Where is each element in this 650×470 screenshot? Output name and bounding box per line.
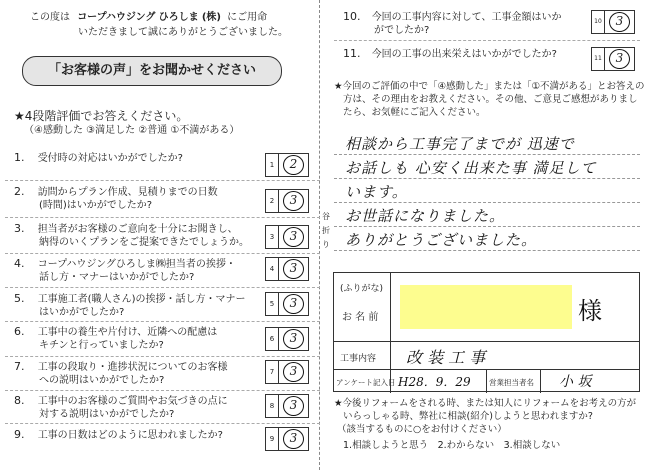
fold-mark: 谷 折 り: [322, 212, 330, 249]
answer-circle-8: 3: [283, 396, 304, 416]
date-value: H28．9．29: [398, 375, 471, 389]
name-label: お 名 前: [342, 312, 379, 323]
answer-box-11: 11 3: [591, 47, 635, 71]
answer-circle-3: 3: [283, 227, 304, 247]
header-line-2: いただきまして誠にありがとうございました。: [78, 27, 288, 38]
work-value: 改 装 工 事: [406, 348, 486, 367]
question-5: 5. 工事施工者(職人さん)の挨拶・話し方・マナー はいかがでしたか?: [14, 292, 246, 318]
answer-box-9: 9 3: [265, 427, 309, 451]
instructions-scale: （④感動した ③満足した ②普通 ①不満がある）: [24, 125, 240, 136]
answer-circle-10: 3: [609, 12, 630, 32]
answer-box-8: 8 3: [265, 394, 309, 418]
voice-banner: 「お客様の声」をお聞かせください: [22, 56, 282, 86]
future-question: ★今後リフォームをされる時、または知人にリフォームをお考えの方が いらっしゃる時、弊社に相談(紹介)しようと思われますか? （該当するものに○をお付けください） 1.相談しようと思う 2.わからない 3.相談しない: [334, 398, 637, 451]
customer-form: [333, 272, 640, 392]
answer-box-6: 6 3: [265, 327, 309, 351]
question-3: 3. 担当者がお客様のご意向を十分にお聞きし、 納得のいくプランをご提案できたでしょうか。: [14, 222, 249, 248]
question-8: 8. 工事中のお客様のご質問やお気づきの点に 対する説明はいかがでしたか?: [14, 394, 228, 420]
question-9: 9. 工事の日数はどのように思われましたか?: [14, 428, 223, 441]
company-name: コープハウジング: [77, 12, 156, 23]
question-1: 1. 受付時の対応はいかがでしたか?: [14, 151, 183, 164]
question-4: 4. コープハウジングひろしま㈱担当者の挨拶・ 話し方・マナーはいかがでしたか?: [14, 257, 236, 283]
answer-circle-7: 3: [283, 362, 304, 382]
name-suffix: 様: [578, 297, 602, 325]
answer-circle-9: 3: [283, 429, 304, 449]
staff-value: 小 坂: [559, 374, 592, 390]
handwritten-comment: 相談から工事完了までが 迅速で お話しも 心安く出来た事 満足して います。 お世話になりました。 ありがとうございました。: [345, 135, 597, 249]
date-label: アンケート記入日: [336, 378, 396, 387]
answer-circle-5: 3: [283, 294, 304, 314]
answer-circle-4: 3: [283, 259, 304, 279]
work-label: 工事内容: [340, 354, 377, 364]
question-7: 7. 工事の段取り・進捗状況についてのお客様 への説明はいかがでしたか?: [14, 360, 228, 386]
answer-circle-2: 3: [283, 191, 304, 211]
answer-box-2: 2 3: [265, 189, 309, 213]
fold-line: [319, 0, 320, 470]
answer-circle-11: 3: [609, 49, 630, 69]
answer-box-7: 7 3: [265, 360, 309, 384]
answer-box-4: 4 3: [265, 257, 309, 281]
answer-circle-6: 3: [283, 329, 304, 349]
future-options: 1.相談しようと思う 2.わからない 3.相談しない: [343, 440, 561, 451]
staff-label: 営業担当者名: [489, 378, 534, 387]
question-6: 6. 工事中の養生や片付け、近隣への配慮は キチンと行っていましたか?: [14, 325, 218, 351]
name-redaction: [400, 285, 572, 329]
answer-box-5: 5 3: [265, 292, 309, 316]
furigana-label: (ふりがな): [340, 284, 384, 294]
comment-prompt: ★今回のご評価の中で「④感動した」または「①不満がある」とお答えの 方は、その理由をお教えください。その他、ご意見ご感想がありまし たら、お気軽にご記入ください。: [334, 81, 645, 118]
header-line-1: この度は コープハウジング ひろしま (株) にご用命: [30, 12, 268, 23]
answer-box-1: 1 2: [265, 153, 309, 177]
question-2: 2. 訪問からプラン作成、見積りまでの日数 (時間)はいかがでしたか?: [14, 185, 218, 211]
answer-circle-1: 2: [283, 155, 304, 175]
question-11: 11. 今回の工事の出来栄えはいかがでしたか?: [343, 47, 557, 60]
question-10: 10. 今回の工事内容に対して、工事金額はいか がでしたか?: [343, 10, 562, 36]
answer-box-10: 10 3: [591, 10, 635, 34]
answer-box-3: 3 3: [265, 225, 309, 249]
instructions-title: ★4段階評価でお答えください。: [14, 109, 189, 123]
